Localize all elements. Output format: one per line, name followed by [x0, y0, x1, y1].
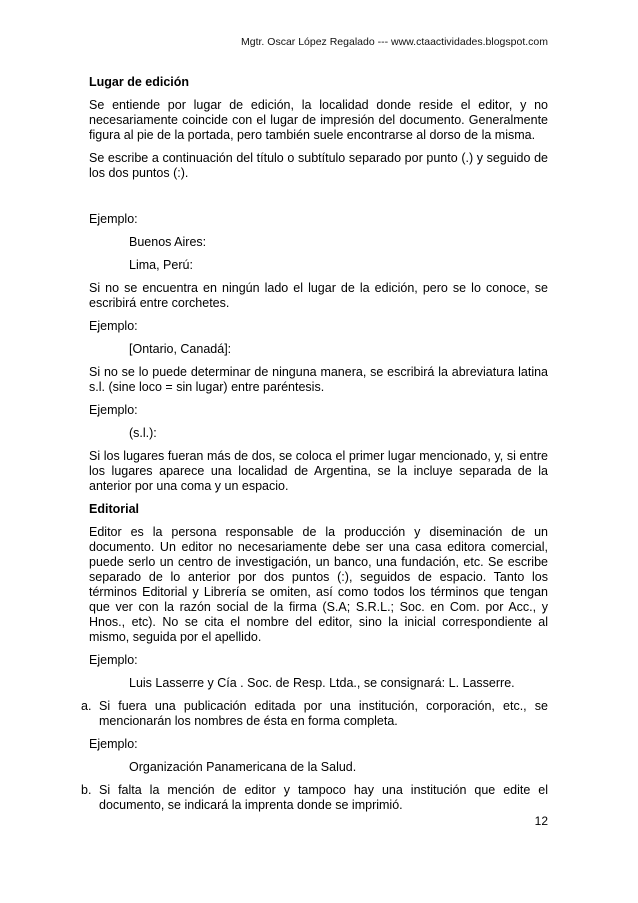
section-heading-lugar: Lugar de edición: [89, 75, 190, 89]
list-item-text: Si falta la mención de editor y tampoco hay una institución que edite el documento, se indicará la imprenta donde se imprimió.: [99, 783, 548, 812]
paragraph: Si no se lo puede determinar de ninguna manera, se escribirá la abreviatura latina s.l. (sine loco = sin lugar) entre paréntesis.: [89, 365, 548, 394]
page-number: 12: [534, 814, 548, 828]
example-item: Luis Lasserre y Cía . Soc. de Resp. Ltda., se consignará: L. Lasserre.: [129, 676, 515, 690]
example-label: Ejemplo:: [89, 737, 138, 751]
example-label: Ejemplo:: [89, 403, 138, 417]
list-marker: b.: [81, 783, 92, 797]
paragraph: Si los lugares fueran más de dos, se coloca el primer lugar mencionado, y, si entre los lugares aparece una localidad de Argentina, se la incluye separada de la anterior por una coma y un espacio.: [89, 449, 548, 493]
example-label: Ejemplo:: [89, 319, 138, 333]
example-label: Ejemplo:: [89, 212, 138, 226]
example-item: (s.l.):: [129, 426, 157, 440]
paragraph: Editor es la persona responsable de la producción y diseminación de un documento. Un editor no necesariamente debe ser una casa editora comercial, puede serlo un centro de investigación, un banco, una fundación, etc. Se escribe separado de lo anterior por dos puntos (:), seguidos de espacio. Tanto los términos Editorial y Librería se omiten, así como todos los términos que tengan que ver con la razón social de la firma (S.A; S.R.L.; Soc. en Com. por Acc., y Hnos., etc). No se cita el nombre del editor, sino la inicial correspondiente al mismo, seguida por el apellido.: [89, 525, 548, 644]
section-heading-editorial: Editorial: [89, 502, 140, 516]
example-label: Ejemplo:: [89, 653, 138, 667]
example-item: [Ontario, Canadá]:: [129, 342, 232, 356]
list-marker: a.: [81, 699, 92, 713]
document-body: [81, 75, 548, 821]
example-item: Buenos Aires:: [129, 235, 207, 249]
paragraph: Se escribe a continuación del título o subtítulo separado por punto (.) y seguido de los dos puntos (:).: [89, 151, 548, 180]
paragraph: Se entiende por lugar de edición, la localidad donde reside el editor, y no necesariamente coincide con el lugar de impresión del documento. Generalmente figura al pie de la portada, pero también suele encontrarse al dorso de la misma.: [89, 98, 548, 142]
list-item-a: [81, 699, 548, 729]
example-item: Lima, Perú:: [129, 258, 193, 272]
list-item-b: [81, 783, 548, 813]
list-item-text: Si fuera una publicación editada por una institución, corporación, etc., se mencionarán los nombres de ésta en forma completa.: [99, 699, 548, 728]
example-item: Organización Panamericana de la Salud.: [129, 760, 357, 774]
paragraph: Si no se encuentra en ningún lado el lugar de la edición, pero se lo conoce, se escribirá entre corchetes.: [89, 281, 548, 310]
page-header: Mgtr. Oscar López Regalado --- www.ctaactividades.blogspot.com: [241, 36, 548, 48]
